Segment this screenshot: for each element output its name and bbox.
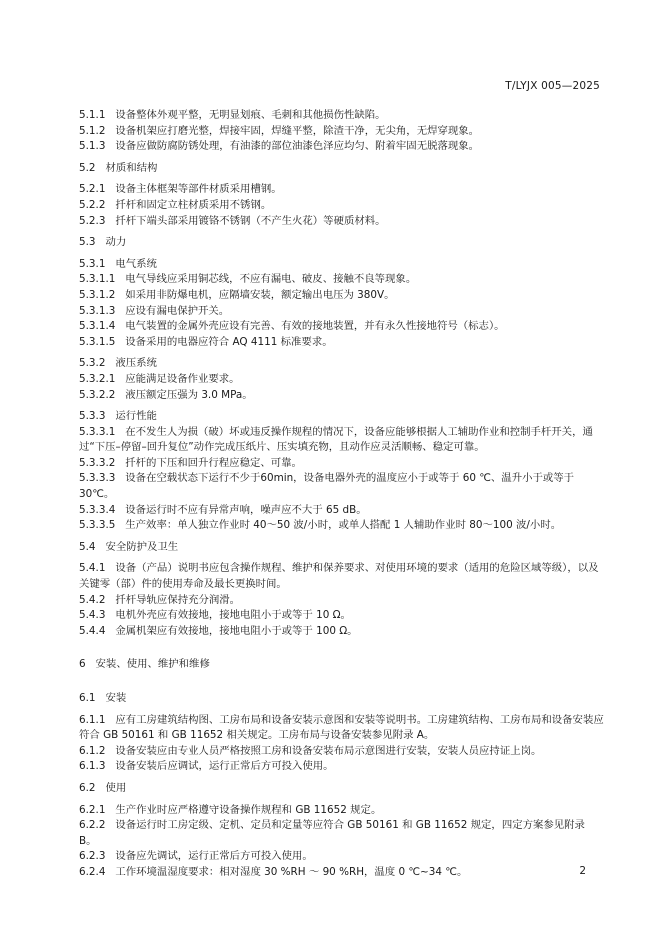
clause-5-3-1-1 <box>79 272 604 288</box>
clause-5-3-2-1 <box>79 372 604 388</box>
clause-text: 设备运行时工房定级、定机、定员和定量等应符合 GB 50161 和 GB 11652 规定，四定方案参见附录 B。 <box>79 819 585 847</box>
clause-number: 6.1.2 <box>79 744 106 757</box>
clause-text: 设备安装后应调试，运行正常后方可投入使用。 <box>115 760 334 773</box>
clause-6-1-3 <box>79 759 604 775</box>
section-title: 材质和结构 <box>105 161 158 174</box>
clause-5-3-1-2 <box>79 288 604 304</box>
clause-5-4-3 <box>79 608 604 624</box>
clause-5-1-2 <box>79 124 604 140</box>
clause-5-3-3-2 <box>79 456 604 472</box>
clause-6-1-2 <box>79 744 604 760</box>
clause-number: 5.3.1.1 <box>79 273 116 286</box>
clause-number: 5.1.1 <box>79 109 106 121</box>
chapter-number: 6 <box>79 658 86 671</box>
clause-5-4-4 <box>79 624 604 640</box>
clause-5-4-2 <box>79 593 604 609</box>
clause-number: 5.3.2.1 <box>79 372 116 385</box>
clause-5-3-1-4 <box>79 319 604 335</box>
section-number: 6.2 <box>79 781 96 794</box>
section-heading-6-2 <box>79 781 604 797</box>
clause-number: 5.2.3 <box>79 214 106 227</box>
clause-text: 设备安装应由专业人员严格按照工房和设备安装布局示意图进行安装，安装人员应持证上岗。 <box>115 744 542 757</box>
section-number: 6.1 <box>79 692 96 704</box>
clause-number: 5.3.1.2 <box>79 288 116 301</box>
clause-number: 6.1.1 <box>79 713 106 726</box>
clause-5-2-2 <box>79 198 604 214</box>
clause-number: 5.3.1.4 <box>79 320 116 333</box>
clause-number: 6.2.2 <box>79 819 106 832</box>
page-number: 2 <box>579 865 586 877</box>
section-title: 使用 <box>105 781 127 794</box>
section-title: 安全防护及卫生 <box>105 540 179 553</box>
clause-6-2-1 <box>79 803 604 819</box>
subsection-title: 液压系统 <box>115 357 157 370</box>
clause-text: 设备采用的电器应符合 AQ 4111 标准要求。 <box>125 335 333 348</box>
section-number: 5.2 <box>79 161 96 174</box>
clause-6-2-2 <box>79 818 604 849</box>
clause-number: 6.2.3 <box>79 850 106 863</box>
subsection-heading-5-3-2 <box>79 356 604 372</box>
subsection-title: 电气系统 <box>115 257 157 270</box>
clause-text: 电气导线应采用铜芯线，不应有漏电、破皮、接触不良等现象。 <box>125 273 417 286</box>
document-code: T/LYJX 005—2025 <box>505 80 600 92</box>
clause-5-3-3-4 <box>79 503 604 519</box>
clause-5-3-3-1 <box>79 425 604 456</box>
clause-number: 6.2.4 <box>79 865 106 878</box>
section-heading-6-1 <box>79 691 604 707</box>
chapter-title: 安装、使用、维护和维修 <box>95 658 210 671</box>
clause-6-2-3 <box>79 849 604 865</box>
document-body <box>79 108 604 881</box>
section-title: 安装 <box>105 692 127 704</box>
clause-text: 在不发生人为损（破）坏或违反操作规程的情况下，设备应能够根据人工辅助作业和控制手杆开关，通过“下压–停留–回升复位”动作完成压纸片、压实填充物，且动作应灵活顺畅、稳定可靠。 <box>79 425 593 454</box>
clause-number: 5.4.2 <box>79 593 106 606</box>
clause-number: 5.3.2.2 <box>79 388 116 401</box>
clause-5-3-2-2 <box>79 388 604 404</box>
clause-5-4-1 <box>79 561 604 592</box>
clause-text: 设备应先调试，运行正常后方可投入使用。 <box>115 850 313 863</box>
clause-text: 如采用非防爆电机，应隔墙安装，额定输出电压为 380V。 <box>125 288 395 301</box>
section-title: 动力 <box>105 236 127 249</box>
clause-6-2-4 <box>79 865 604 881</box>
clause-number: 5.4.3 <box>79 609 106 622</box>
clause-text: 电机外壳应有效接地，接地电阻小于或等于 10 Ω。 <box>115 609 351 622</box>
clause-5-1-3 <box>79 139 604 155</box>
clause-5-3-3-3 <box>79 471 604 502</box>
clause-number: 5.4.1 <box>79 562 106 575</box>
clause-text: 液压额定压强为 3.0 MPa。 <box>125 388 253 401</box>
clause-text: 设备应做防腐防锈处理，有油漆的部位油漆色泽应均匀、附着牢固无脱落现象。 <box>115 140 480 153</box>
subsection-number: 5.3.3 <box>79 410 106 423</box>
clause-5-1-1 <box>79 108 604 124</box>
clause-text: 应能满足设备作业要求。 <box>125 372 240 385</box>
clause-number: 5.3.3.4 <box>79 503 116 516</box>
subsection-heading-5-3-3 <box>79 409 604 425</box>
clause-5-3-1-3 <box>79 304 604 320</box>
clause-6-1-1 <box>79 713 604 744</box>
clause-text: 设备整体外观平整，无明显划痕、毛刺和其他损伤性缺陷。 <box>115 109 386 121</box>
clause-5-3-1-5 <box>79 335 604 351</box>
clause-text: 设备机架应打磨光整，焊接牢固，焊缝平整，除渣干净，无尖角，无焊穿现象。 <box>115 124 480 137</box>
clause-text: 设备在空载状态下运行不少于60min，设备电器外壳的温度应小于或等于 60 ℃、温升小于或等于 30℃。 <box>79 472 575 501</box>
clause-text: 生产效率：单人独立作业时 40～50 波/小时，或单人搭配 1 人辅助作业时 80～100 波/小时。 <box>125 519 562 532</box>
clause-text: 生产作业时应严格遵守设备操作规程和 GB 11652 规定。 <box>115 803 382 816</box>
clause-text: 设备（产品）说明书应包含操作规程、维护和保养要求、对使用环境的要求（适用的危险区域等级），以及关键零（部）件的使用寿命及最长更换时间。 <box>79 562 599 591</box>
clause-number: 5.2.1 <box>79 183 106 196</box>
clause-5-2-1 <box>79 182 604 198</box>
clause-5-3-3-5 <box>79 518 604 534</box>
section-number: 5.4 <box>79 540 96 553</box>
clause-5-2-3 <box>79 214 604 230</box>
subsection-number: 5.3.1 <box>79 257 106 270</box>
clause-text: 设备运行时不应有异常声响，噪声应不大于 65 dB。 <box>125 503 367 516</box>
clause-number: 5.2.2 <box>79 198 106 211</box>
clause-text: 应设有漏电保护开关。 <box>125 304 230 317</box>
clause-number: 5.3.3.5 <box>79 519 116 532</box>
clause-text: 扦杆的下压和回升行程应稳定、可靠。 <box>125 456 302 469</box>
subsection-title: 运行性能 <box>115 410 157 423</box>
clause-number: 5.1.2 <box>79 124 106 137</box>
chapter-heading-6 <box>79 657 604 673</box>
section-heading-5-4 <box>79 540 604 556</box>
subsection-number: 5.3.2 <box>79 357 106 370</box>
clause-number: 5.3.1.5 <box>79 335 116 348</box>
clause-number: 5.1.3 <box>79 140 106 153</box>
clause-text: 电气装置的金属外壳应设有完善、有效的接地装置，并有永久性接地符号（标志）。 <box>125 320 505 333</box>
clause-number: 5.4.4 <box>79 624 106 637</box>
section-heading-5-3 <box>79 235 604 251</box>
clause-number: 6.2.1 <box>79 803 106 816</box>
section-number: 5.3 <box>79 236 96 249</box>
clause-number: 5.3.3.2 <box>79 456 116 469</box>
clause-text: 设备主体框架等部件材质采用槽钢。 <box>115 183 282 196</box>
clause-text: 应有工房建筑结构图、工房布局和设备安装示意图和安装等说明书。工房建筑结构、工房布局和设备安装应符合 GB 50161 和 GB 11652 相关规定。工房布局与设备安装参见附录 A。 <box>79 713 604 742</box>
section-heading-5-2 <box>79 161 604 177</box>
clause-text: 工作环境温湿度要求：相对湿度 30 %RH ～ 90 %RH，温度 0 ℃~34 ℃。 <box>115 865 468 878</box>
clause-text: 金属机架应有效接地，接地电阻小于或等于 100 Ω。 <box>115 624 358 637</box>
clause-number: 5.3.3.3 <box>79 472 116 485</box>
clause-number: 5.3.1.3 <box>79 304 116 317</box>
clause-number: 6.1.3 <box>79 760 106 773</box>
clause-text: 扦杆和固定立柱材质采用不锈钢。 <box>115 198 272 211</box>
clause-number: 5.3.3.1 <box>79 425 116 438</box>
subsection-heading-5-3-1 <box>79 257 604 273</box>
clause-text: 扦杆导轨应保持充分润滑。 <box>115 593 241 606</box>
clause-text: 扦杆下端头部采用镀铬不锈钢（不产生火花）等硬质材料。 <box>115 214 386 227</box>
